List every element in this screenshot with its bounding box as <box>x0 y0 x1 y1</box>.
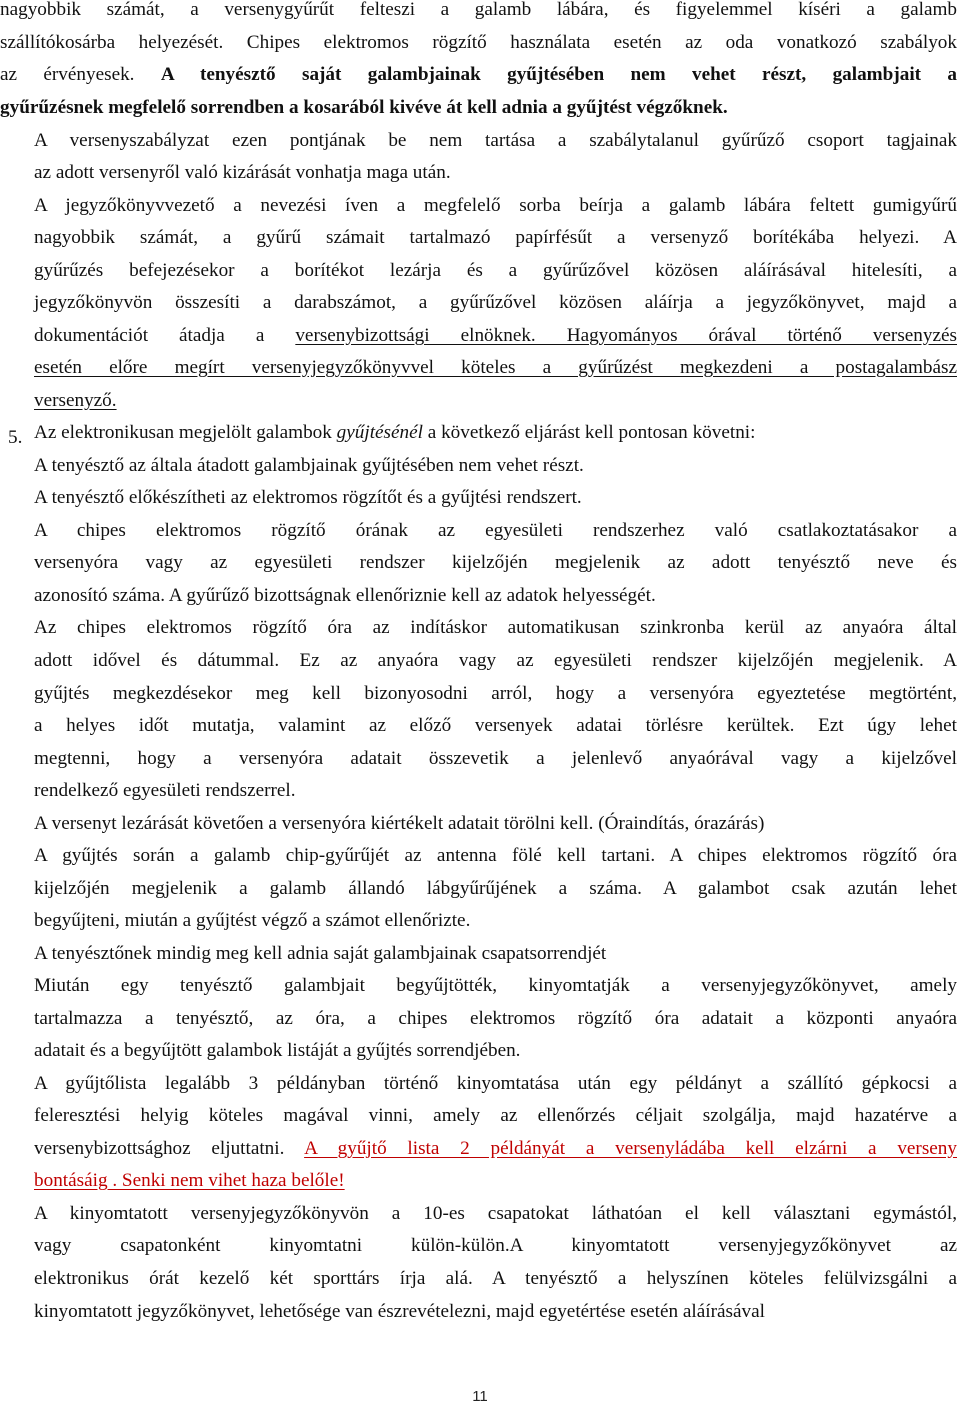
text-line <box>34 742 957 775</box>
text-line <box>34 351 957 384</box>
highlighted-text: A gyűjtő lista 2 példányát a versenyládába kell elzárni a verseny <box>304 1138 957 1159</box>
text-line <box>34 807 957 840</box>
text-segment: Az elektronikusan megjelölt galambok <box>34 422 337 443</box>
text-segment: A gyűjtőlista legalább 3 példányban történő kinyomtatása után egy példányt a szállító gépkocsi a <box>34 1073 957 1094</box>
text-line <box>34 1262 957 1295</box>
text-line <box>0 91 957 124</box>
text-segment: az érvényesek. <box>0 64 161 85</box>
text-line <box>34 611 957 644</box>
text-segment: A tenyésztő az általa átadott galambjainak gyűjtésében nem vehet részt. <box>34 455 584 476</box>
text-line <box>34 286 957 319</box>
highlighted-text: bontásáig . Senki nem vihet haza belőle! <box>34 1170 345 1191</box>
text-segment: esetén előre megírt versenyjegyzőkönyvvel köteles a gyűrűzést megkezdeni a postagalambász <box>34 357 957 378</box>
text-segment: A tenyésztőnek mindig meg kell adnia saját galambjainak csapatsorrendjét <box>34 943 607 964</box>
text-segment: feleresztési helyig köteles magával vinni, amely az ellenőrzés céljait szolgálja, majd hazatérve a <box>34 1105 957 1126</box>
text-line <box>34 1295 957 1328</box>
text-segment: a következő eljárást kell pontosan követni: <box>422 422 756 443</box>
text-segment: az adott versenyről való kizárását vonhatja maga után. <box>34 162 451 183</box>
text-segment: gyűrűzés befejezésekor a borítékot lezárja és a gyűrűzővel közösen aláírásával hitelesíti, a <box>34 260 957 281</box>
text-segment: azonosító száma. A gyűrűző bizottságnak ellenőriznie kell az adatok helyességét. <box>34 585 656 606</box>
text-segment: A jegyzőkönyvvezető a nevezési íven a megfelelő sorba beírja a galamb lábára feltett gumigyűrű <box>34 195 957 216</box>
text-segment: kinyomtatott jegyzőkönyvet, lehetősége van észrevételezni, majd egyetértése esetén aláírásával <box>34 1301 765 1322</box>
text-segment: gyűjtés megkezdésekor meg kell bizonyosodni arról, hogy a versenyóra egyeztetése megtörtént, <box>34 683 957 704</box>
text-segment: tartalmazza a tenyésztő, az óra, a chipes elektromos rögzítő óra adatait a központi anyaóra <box>34 1008 957 1029</box>
text-line <box>34 1132 957 1165</box>
text-segment: versenyóra vagy az egyesületi rendszer kijelzőjén megjelenik az adott tenyésztő neve és <box>34 552 957 573</box>
text-line <box>34 156 957 189</box>
text-line <box>34 839 957 872</box>
text-line <box>34 546 957 579</box>
text-segment: A versenyszabályzat ezen pontjának be nem tartása a szabálytalanul gyűrűző csoport tagjainak <box>34 130 957 151</box>
text-segment: A gyűjtés során a galamb chip-gyűrűjét az antenna fölé kell tartani. A chipes elektromos rögzítő óra <box>34 845 957 866</box>
text-line <box>34 1197 957 1230</box>
text-segment: A chipes elektromos rögzítő órának az egyesületi rendszerhez való csatlakoztatásakor a <box>34 520 957 541</box>
text-line <box>34 221 957 254</box>
text-line <box>34 1099 957 1132</box>
text-segment: dokumentációt átadja a <box>34 325 296 346</box>
text-segment: vagy csapatonként kinyomtatni külön-külön.A kinyomtatott versenyjegyzőkönyvet az <box>34 1235 957 1256</box>
text-segment: versenyző. <box>34 390 117 411</box>
text-line <box>0 0 957 26</box>
text-segment: A versenyt lezárását követően a versenyóra kiértékelt adatait törölni kell. (Óraindítás, órazárás) <box>34 813 765 834</box>
text-line <box>34 1034 957 1067</box>
text-segment: jegyzőkönyvön összesíti a darabszámot, a gyűrűzővel közösen aláírja a jegyzőkönyvet, majd a <box>34 292 957 313</box>
text-line <box>34 709 957 742</box>
text-line <box>0 58 957 91</box>
text-segment: gyűjtésénél <box>336 422 423 443</box>
text-line <box>34 1002 957 1035</box>
text-line <box>0 26 957 59</box>
text-line <box>34 1229 957 1262</box>
text-segment: megtenni, hogy a versenyóra adatait összevetik a jelenlevő anyaórával vagy a kijelzővel <box>34 748 957 769</box>
text-line <box>34 1164 957 1197</box>
list-number: 5. <box>8 427 23 448</box>
text-segment: szállítókosárba helyezését. Chipes elektromos rögzítő használata esetén az oda vonatkozó szabályok <box>0 32 957 53</box>
text-line <box>34 937 957 970</box>
text-line <box>34 904 957 937</box>
page-number: 11 <box>472 1388 488 1405</box>
text-line <box>34 644 957 677</box>
text-line <box>34 872 957 905</box>
text-segment: nagyobbik számát, a gyűrű számait tartalmazó papírfésűt a versenyző borítékába helyezi. A <box>34 227 957 248</box>
text-segment: versenybizottsághoz eljuttatni. <box>34 1138 305 1159</box>
text-segment: versenybizottsági elnöknek. Hagyományos órával történő versenyzés <box>295 325 957 346</box>
text-segment: adott idővel és dátummal. Ez az anyaóra vagy az egyesületi rendszer kijelzőjén megjelenik. A <box>34 650 957 671</box>
text-segment: rendelkező egyesületi rendszerrel. <box>34 780 296 801</box>
text-line <box>34 481 957 514</box>
text-line <box>34 969 957 1002</box>
text-line <box>34 416 957 449</box>
text-segment: Miután egy tenyésztő galambjait begyűjtötték, kinyomtatják a versenyjegyzőkönyvet, amely <box>34 975 957 996</box>
text-line <box>34 677 957 710</box>
bold-text: gyűrűzésnek megfelelő sorrendben a kosarából kivéve át kell adnia a gyűjtést végzőknek. <box>0 97 728 118</box>
text-segment: a helyes időt mutatja, valamint az előző versenyek adatai törlésre kerültek. Ezt úgy lehet <box>34 715 957 736</box>
text-line <box>34 514 957 547</box>
text-line <box>34 254 957 287</box>
text-line <box>34 384 957 417</box>
text-line <box>34 579 957 612</box>
text-segment: A kinyomtatott versenyjegyzőkönyvön a 10-es csapatokat láthatóan el kell választani egymástól, <box>34 1203 957 1224</box>
text-line <box>34 124 957 157</box>
text-segment: A tenyésztő előkészítheti az elektromos rögzítőt és a gyűjtési rendszert. <box>34 487 582 508</box>
text-line <box>34 319 957 352</box>
text-segment: kijelzőjén megjelenik a galamb állandó lábgyűrűjének a száma. A galambot csak azután lehet <box>34 878 957 899</box>
text-segment: Az chipes elektromos rögzítő óra az indításkor automatikusan szinkronba kerül az anyaóra által <box>34 617 957 638</box>
text-line <box>34 449 957 482</box>
text-line <box>34 1067 957 1100</box>
text-segment: nagyobbik számát, a versenygyűrűt felteszi a galamb lábára, és figyelemmel kíséri a galamb <box>0 0 957 20</box>
text-segment: elektronikus órát kezelő két sporttárs írja alá. A tenyésztő a helyszínen köteles felülvizsgálni a <box>34 1268 957 1289</box>
text-segment: adatait és a begyűjtött galambok listáját a gyűjtés sorrendjében. <box>34 1040 521 1061</box>
text-line <box>34 189 957 222</box>
bold-text: A tenyésztő saját galambjainak gyűjtésében nem vehet részt, galambjait a <box>160 64 957 85</box>
text-line <box>34 774 957 807</box>
text-segment: begyűjteni, miután a gyűjtést végző a számot ellenőrizte. <box>34 910 471 931</box>
